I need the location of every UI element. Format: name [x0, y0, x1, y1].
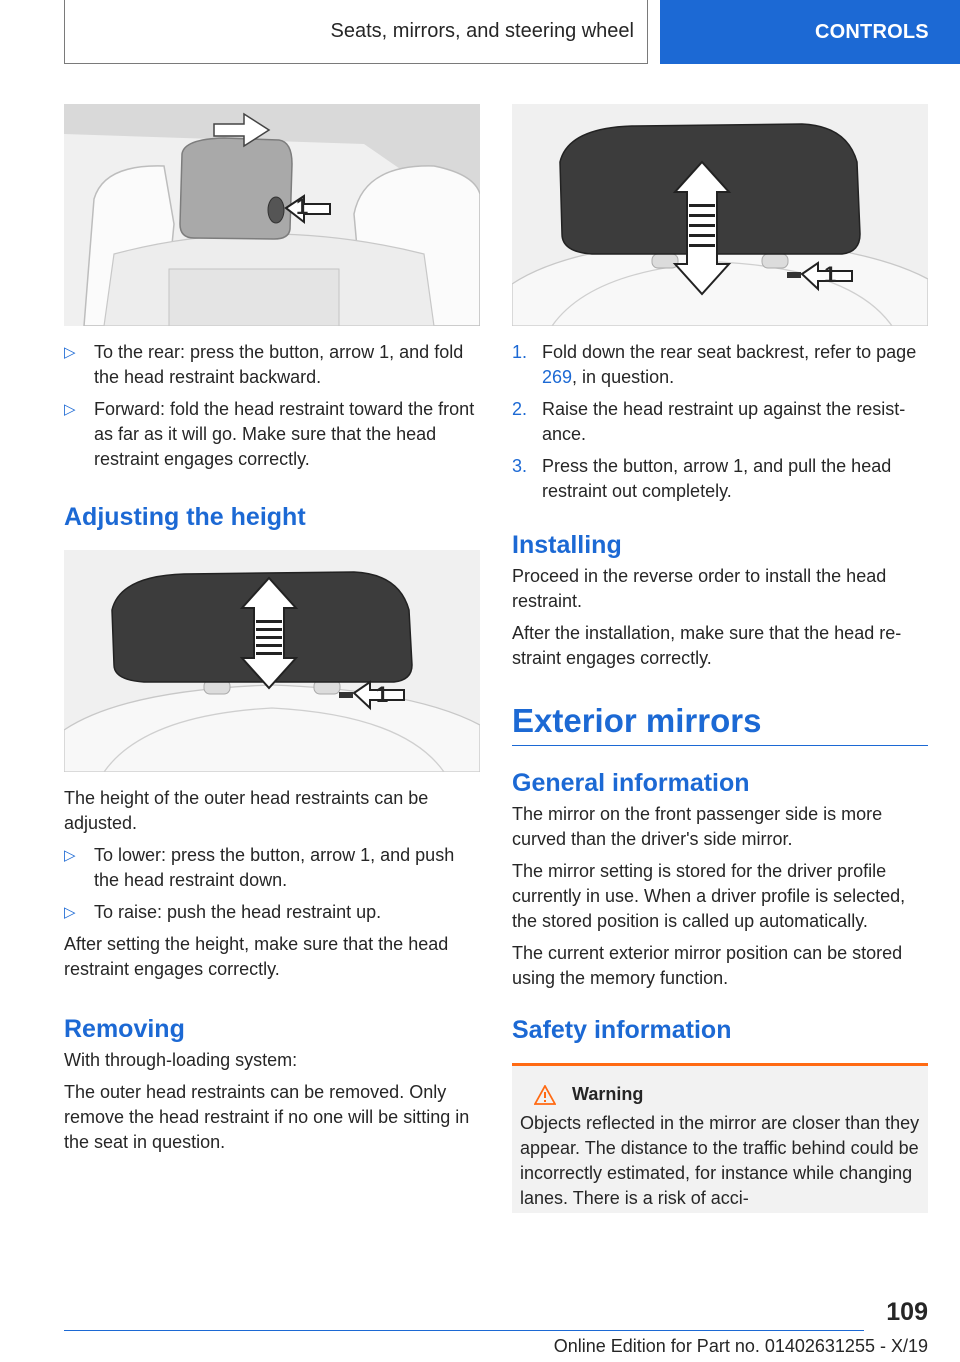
chapter-title-text: CONTROLS: [815, 20, 929, 43]
list-item: [512, 397, 928, 447]
warning-header: [520, 1084, 920, 1105]
heading-installing: Installing: [512, 531, 622, 559]
height-instructions-list: [64, 843, 480, 925]
step-number: 1.: [512, 342, 528, 362]
figure-rear-head-restraint-fold: [64, 104, 480, 326]
heading-safety-information: Safety information: [512, 1016, 732, 1044]
right-column: [512, 104, 928, 1213]
figure-callout-1: 1: [296, 194, 309, 219]
header-chapter-tab: [660, 0, 960, 64]
bullet-triangle-icon: ▷: [64, 904, 76, 921]
paragraph-through-loading: With through-loading system:: [64, 1050, 298, 1070]
heading-removing: Removing: [64, 1015, 185, 1043]
paragraph-install-order: Proceed in the reverse order to install the head restraint.: [512, 566, 887, 611]
paragraph-install-check: After the installation, make sure that the head re‐straint engages correctly.: [512, 623, 902, 668]
paragraph-mirror-memory: The current exterior mirror position can be stored using the memory function.: [512, 943, 903, 988]
figure-rear-seat-illustration: [64, 104, 480, 326]
list-item: [64, 340, 480, 390]
step-text: Fold down the rear seat backrest, refer to page: [542, 342, 917, 362]
paragraph-removal-note: The outer head restraints can be removed. Only remove the head restraint if no one will be sitting in the seat in question.: [64, 1082, 470, 1152]
list-item-text: To raise: push the head restraint up.: [94, 902, 382, 922]
paragraph-mirror-profile: The mirror setting is stored for the driver profile currently in use. When a driver profile is selected, the stored position is called up automatically.: [512, 861, 906, 931]
warning-title: Warning: [572, 1084, 644, 1104]
warning-text: Objects reflected in the mirror are closer than they appear. The distance to the traffic behind could be incorrectly estimated, for instance while changing lanes. There is a risk of acci‐: [520, 1113, 920, 1208]
figure-callout-1: 1: [824, 262, 837, 287]
page-number: 109: [886, 1298, 928, 1326]
figure-head-restraint-removal: [512, 104, 928, 326]
fold-instructions-list: [64, 340, 480, 472]
heading-adjusting-height: Adjusting the height: [64, 503, 306, 531]
page-reference-link[interactable]: 269: [542, 367, 573, 387]
list-item: [64, 900, 480, 925]
section-title-text: Seats, mirrors, and steering wheel: [330, 20, 634, 42]
heading-general-information: General information: [512, 769, 750, 797]
bullet-triangle-icon: ▷: [64, 344, 76, 361]
figure-callout-1: 1: [376, 682, 389, 707]
list-item: [64, 843, 480, 893]
warning-box: [512, 1063, 928, 1213]
paragraph-after-height: After setting the height, make sure that the head restraint engages correctly.: [64, 934, 449, 979]
head-restraint-height-illustration: [64, 550, 480, 772]
paragraph-height-adjustable: The height of the outer head restraints can be adjusted.: [64, 788, 429, 833]
heading-exterior-mirrors: Exterior mirrors: [512, 701, 928, 746]
paragraph-mirror-curved: The mirror on the front passenger side is more curved than the driver's side mirror.: [512, 804, 883, 849]
step-text: Press the button, arrow 1, and pull the head restraint out completely.: [542, 456, 892, 501]
head-restraint-removal-illustration: [512, 104, 928, 326]
bullet-triangle-icon: ▷: [64, 847, 76, 864]
footer-divider: [64, 1330, 864, 1331]
step-text: Raise the head restraint up against the resist‐ance.: [542, 399, 906, 444]
step-number: 3.: [512, 456, 528, 476]
warning-triangle-icon: [534, 1085, 556, 1105]
footer-edition: Online Edition for Part no. 01402631255 - X/19: [553, 1336, 928, 1356]
bullet-triangle-icon: ▷: [64, 401, 76, 418]
header-section-title: [64, 0, 648, 64]
step-text: , in question.: [572, 367, 675, 387]
list-item-text: Forward: fold the head restraint toward the front as far as it will go. Make sure that the head restraint engages correctly.: [94, 399, 475, 469]
list-item-text: To lower: press the button, arrow 1, and push the head restraint down.: [94, 845, 455, 890]
left-column: [64, 104, 480, 1162]
list-item: [64, 397, 480, 472]
figure-head-restraint-height: [64, 550, 480, 772]
step-number: 2.: [512, 399, 528, 419]
list-item: [512, 340, 928, 390]
removal-steps-list: [512, 340, 928, 504]
list-item: [512, 454, 928, 504]
list-item-text: To the rear: press the button, arrow 1, and fold the head restraint backward.: [94, 342, 464, 387]
